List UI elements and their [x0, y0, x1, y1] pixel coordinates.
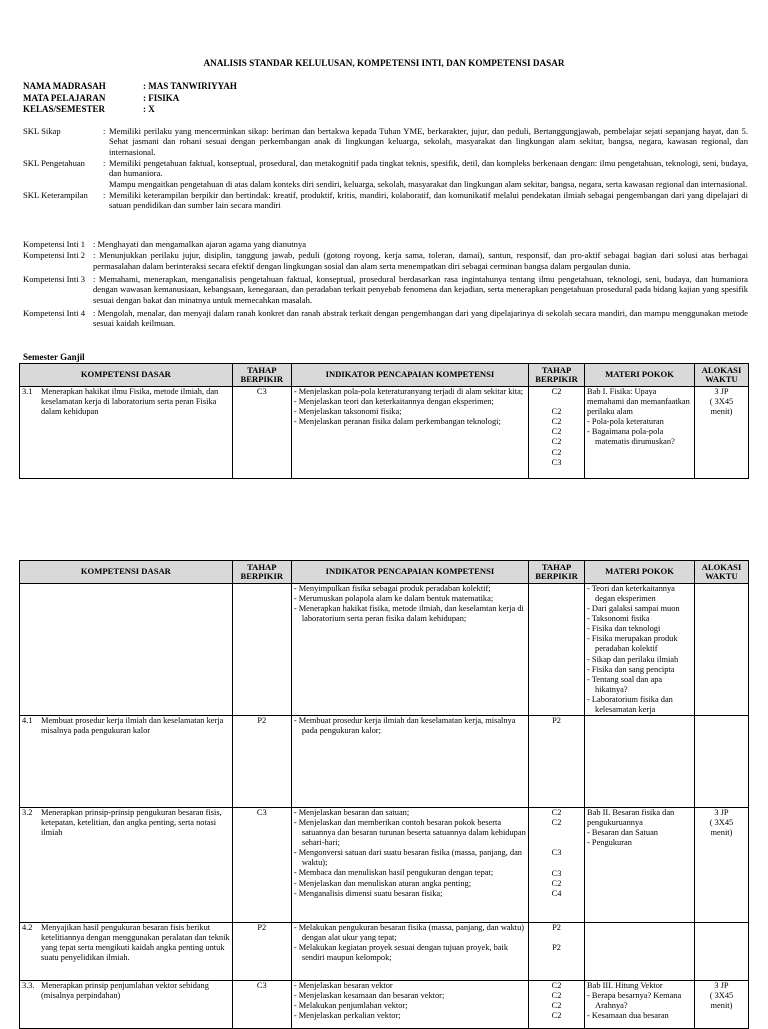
tahap-codes-cell	[529, 923, 585, 981]
materi-cell	[585, 387, 695, 479]
table-row	[20, 923, 749, 981]
indikator-list	[294, 923, 526, 963]
skl-line: Memiliki perilaku yang mencerminkan sikap: beriman dan bertakwa kepada Tuhan YME, berkarakter, jujur, dan peduli, Bertanggungjawab, pembelajar sejati sepanjang hayat, dan 5. Sehat jasmani dan rohani sesuai dengan perkembangan anak di lingkungan keluarga, sekolah, masyarakat dan lingkungan alam sekitar, bangsa, negara, kawasan regional, dan internasional.	[109, 126, 748, 157]
kd-cell	[20, 387, 233, 479]
materi-list	[587, 991, 692, 1021]
tahap-cell	[232, 584, 291, 716]
alokasi-cell	[694, 584, 748, 716]
ki-label: Kompetensi Inti 1	[23, 239, 86, 249]
materi-heading: Bab I. Fisika: Upaya memahami dan memanfaatkan perilaku alam	[587, 387, 690, 417]
materi-item: - Fisika dan sang pencipta	[587, 665, 692, 675]
materi-item: - Pengukuran	[587, 838, 692, 848]
tahap-code: C2	[551, 818, 562, 828]
indikator-item: - Membuat prosedur kerja ilmiah dan keselamatan kerja, misalnya pada pengukuran kalor;	[294, 716, 526, 736]
materi-item: - Dari galaksi sampai muon	[587, 604, 692, 614]
ki-label: Kompetensi Inti 4	[23, 307, 86, 318]
identity-row	[23, 104, 237, 116]
materi-cell	[585, 584, 695, 716]
kd-cell	[20, 584, 233, 716]
identity-value: : MAS TANWIRIYYAH	[143, 81, 237, 91]
tahap-code	[531, 933, 582, 943]
indikator-list	[294, 981, 526, 1021]
header-tahap-berpikir-2: TAHAP BERPIKIR	[529, 364, 585, 387]
header-tahap-berpikir: TAHAP BERPIKIR	[232, 364, 291, 387]
kd-number: 3.3.	[22, 981, 35, 991]
indikator-cell	[291, 808, 528, 923]
identity-label: MATA PELAJARAN	[23, 92, 106, 103]
ki-text: : Menunjukkan perilaku jujur, disiplin, tanggung jawab, peduli (gotong royong, kerja sama, toleran, damai), santun, responsif, dan pro-aktif sebagai bagian dari solusi atas berbagai permasalahan dalam berinteraksi secara efektif dengan lingkungan sosial dan alam serta menempatkan diri sebagai cerminan bangsa dalam pergaulan dunia.	[93, 250, 748, 271]
tahap-code: C2	[551, 427, 562, 437]
tahap-code	[531, 828, 582, 838]
kd-cell	[20, 808, 233, 923]
kd-text: Menerapkan prinsip penjumlahan vektor sebidang (misalnya perpindahan)	[41, 981, 209, 1001]
indikator-item: - Menjelaskan besaran vektor	[294, 981, 526, 991]
identity-label: KELAS/SEMESTER	[23, 104, 106, 114]
alokasi-line: 3 JP	[714, 387, 729, 396]
tahap-code: C4	[551, 888, 562, 898]
skl-line: Mampu mengaitkan pengetahuan di atas dalam konteks diri sendiri, keluarga, sekolah, masyarakat dan lingkungan alam sekitar, bangsa, negara, serta kawasan regional dan internasional.	[109, 178, 748, 189]
tahap-code: C2	[551, 437, 562, 447]
indikator-item: - Menjelaskan dan menuliskan aturan angka penting;	[294, 879, 526, 889]
tahap-code	[531, 838, 582, 848]
tahap-code: C2	[551, 387, 562, 396]
materi-item: - Tentang soal dan apa hikatnya?	[587, 675, 692, 695]
header-tahap-berpikir: TAHAP BERPIKIR	[232, 561, 291, 584]
skl-colon: :	[103, 126, 106, 136]
kd-text: Menerapkan hakikat ilmu Fisika, metode ilmiah, dan keselamatan kerja di laboratorium serta peran Fisika dalam kehidupan	[41, 387, 219, 417]
kompetensi-inti-block	[23, 239, 748, 330]
tahap-code: C2	[551, 1001, 562, 1011]
materi-item: - Laboratorium fisika dan kelesamatan kerja	[587, 695, 692, 715]
skl-label: SKL Sikap	[23, 126, 61, 136]
skl-text	[109, 158, 748, 189]
tahap-code: C2	[551, 407, 562, 417]
header-kompetensi-dasar: KOMPETENSI DASAR	[20, 561, 233, 584]
materi-cell	[585, 923, 695, 981]
kd-number: 3.1	[22, 387, 33, 396]
skl-row	[23, 190, 748, 211]
ki-row	[23, 239, 748, 249]
indikator-item: - Membaca dan menuliskan hasil pengukuran dengan tepat;	[294, 868, 526, 878]
indikator-cell	[291, 716, 528, 808]
indikator-item: - Menjelaskan pola-pola keteraturanyang terjadi di alam sekitar kita;	[294, 387, 526, 397]
header-tahap-berpikir-2: TAHAP BERPIKIR	[529, 561, 585, 584]
ki-row	[23, 274, 748, 305]
table-row	[20, 387, 749, 479]
indikator-cell	[291, 923, 528, 981]
indikator-item: - Menerapkan hakikat fisika, metode ilmiah, dan keselamtan kerja di laboratorium serta peran fisika dalam kehidupan;	[294, 604, 526, 624]
indikator-item: - Mengonversi satuan dari suatu besaran fisika (massa, panjang, dan waktu);	[294, 848, 526, 868]
alokasi-line: ( 3X45	[709, 818, 734, 828]
materi-cell	[585, 808, 695, 923]
materi-item: - Pola-pola keteraturan	[587, 417, 692, 427]
alokasi-line: menit)	[710, 407, 733, 417]
alokasi-cell	[694, 716, 748, 808]
materi-item: - Taksonomi fisika	[587, 614, 692, 624]
kd-number: 4.2	[22, 923, 33, 933]
indikator-list	[294, 716, 526, 736]
alokasi-line: ( 3X45	[709, 991, 734, 1001]
materi-list	[587, 828, 692, 848]
skl-row	[23, 126, 748, 157]
alokasi-line: ( 3X45	[709, 397, 734, 407]
alokasi-line: menit)	[710, 1001, 733, 1011]
kd-cell	[20, 716, 233, 808]
kd-cell	[20, 923, 233, 981]
skl-label: SKL Keterampilan	[23, 189, 88, 200]
header-indikator: INDIKATOR PENCAPAIAN KOMPETENSI	[291, 364, 528, 387]
tahap-code: C2	[551, 878, 562, 888]
skl-line: Memiliki keterampilan berpikir dan bertindak: kreatif, produktif, kritis, mandiri, kolaboratif, dan komunikatif melalui pendekatan ilmiah sebagai pengembangan dari yang dipelajari di satuan pendidikan dan sumber lain secara mandiri	[109, 189, 748, 211]
header-kompetensi-dasar: KOMPETENSI DASAR	[20, 364, 233, 387]
tahap-cell: C3	[232, 981, 291, 1029]
tahap-code: C3	[551, 457, 562, 467]
tahap-code: C3	[551, 848, 562, 858]
materi-cell	[585, 981, 695, 1029]
identity-label: NAMA MADRASAH	[23, 81, 106, 91]
indikator-item: - Menjelaskan perkalian vektor;	[294, 1011, 526, 1021]
skl-text	[109, 126, 748, 157]
table-row	[20, 981, 749, 1029]
tahap-code: P2	[552, 716, 561, 726]
kd-item	[22, 716, 230, 736]
indikator-item: - Menyimpulkan fisika sebagai produk peradaban kolektif;	[294, 584, 526, 594]
alokasi-cell	[694, 808, 748, 923]
header-materi-pokok: MATERI POKOK	[585, 364, 695, 387]
indikator-list	[294, 584, 526, 624]
materi-item: - Fisika dan teknologi	[587, 624, 692, 634]
kd-table-1	[19, 363, 749, 479]
tahap-codes-cell	[529, 387, 585, 479]
ki-row	[23, 250, 748, 271]
tahap-cell: C3	[232, 808, 291, 923]
materi-heading: Bab II. Besaran fisika dan pengukuruannya	[587, 808, 675, 828]
indikator-item: - Menganalisis dimensi suatu besaran fisika;	[294, 889, 526, 899]
semester-label: Semester Ganjil	[23, 352, 85, 362]
identity-block	[23, 81, 237, 116]
header-alokasi-waktu: ALOKASI WAKTU	[694, 561, 748, 584]
kd-item	[22, 387, 230, 417]
tahap-codes-cell	[529, 716, 585, 808]
tahap-cell: P2	[232, 716, 291, 808]
ki-text: : Memahami, menerapkan, menganalisis pengetahuan faktual, konseptual, prosedural berdasarkan rasa ingintahunya tentang ilmu pengetahuan, teknologi, seni, budaya, dan humaniora dengan wawasan kemanusiaan, kebangsaan, kenegaraan, dan peradaban terkait penyebab fenomena dan kejadian, serta menerapkan pengetahuan prosedural pada bidang kajian yang spesifik sesuai dengan bakat dan minatnya untuk memecahkan masalah.	[93, 273, 748, 305]
tahap-code: C2	[551, 981, 562, 991]
materi-item: - Fisika merupakan produk peradaban kolektif	[587, 634, 692, 654]
tahap-code: P2	[552, 943, 561, 953]
tahap-codes-cell	[529, 584, 585, 716]
ki-row	[23, 308, 748, 329]
indikator-list	[294, 387, 526, 427]
tahap-code	[531, 397, 582, 407]
skl-colon: :	[103, 157, 106, 168]
kd-text: Membuat prosedur kerja ilmiah dan keselamatan kerja misalnya pada pengukuran kalor	[41, 716, 224, 736]
alokasi-line: 3 JP	[714, 808, 729, 818]
kd-table-2	[19, 560, 749, 1029]
ki-label: Kompetensi Inti 2	[23, 250, 86, 261]
kd-item	[22, 981, 230, 1001]
materi-item: - Kesamaan dua besaran	[587, 1011, 692, 1021]
skl-block	[23, 126, 748, 212]
indikator-item: - Menjelaskan besaran dan satuan;	[294, 808, 526, 818]
table-row	[20, 584, 749, 716]
materi-heading: Bab III. Hitung Vektor	[587, 981, 663, 991]
table-row	[20, 716, 749, 808]
kd-number: 4.1	[22, 716, 33, 726]
skl-row	[23, 158, 748, 189]
indikator-cell	[291, 387, 528, 479]
tahap-code	[531, 858, 582, 868]
materi-list	[587, 417, 692, 447]
skl-text	[109, 190, 748, 211]
materi-item: - Besaran dan Satuan	[587, 828, 692, 838]
materi-list	[587, 584, 692, 715]
tahap-codes-cell	[529, 808, 585, 923]
indikator-cell	[291, 981, 528, 1029]
ki-text: : Mengolah, menalar, dan menyaji dalam ranah konkret dan ranah abstrak terkait dengan pengembangan dari yang dipelajarinya di sekolah secara mandiri, dan mampu menggunakan metode sesuai kaidah keilmuan.	[93, 307, 748, 329]
tahap-cell: C3	[232, 387, 291, 479]
skl-label: SKL Pengetahuan	[23, 157, 85, 168]
indikator-item: - Menjelaskan dan memberikan contoh besaran pokok beserta satuannya dan besaran turunan beserta satuannya dalam kehidupan sehari-hari;	[294, 818, 526, 848]
materi-item: - Berapa besarnya? Kemana Arahnya?	[587, 991, 692, 1011]
indikator-list	[294, 808, 526, 899]
identity-value: : FISIKA	[143, 92, 180, 103]
identity-row	[23, 81, 237, 93]
kd-text: Menerapkan prinsip-prinsip pengukuran besaran fisis, ketepatan, ketelitian, dan angka penting, serta notasi ilmiah	[41, 808, 222, 838]
indikator-item: - Melakukan penjumlahan vektor;	[294, 1001, 526, 1011]
kd-cell	[20, 981, 233, 1029]
materi-item: - Teori dan keterkaitannya degan eksperimen	[587, 584, 692, 604]
kd-text: Menyajikan hasil pengukuran besaran fisis berikut ketelitiannya dengan menggunakan peralatan dan teknik yang tepat serta mengikuti kaidah angka penting untuk suatu penyelidikan ilmiah.	[41, 923, 230, 963]
skl-line: Memiliki pengetahuan faktual, konseptual, prosedural, dan metakognitif pada tingkat teknis, spesifik, detil, dan kompleks berkenaan dengan: ilmu pengetahuan, teknologi, seni, budaya, dan humaniora.	[109, 157, 748, 179]
kd-number: 3.2	[22, 808, 33, 818]
alokasi-cell	[694, 981, 748, 1029]
document-title: ANALISIS STANDAR KELULUSAN, KOMPETENSI INTI, DAN KOMPETENSI DASAR	[203, 58, 565, 68]
indikator-item: - Menjelaskan kesamaan dan besaran vektor;	[294, 991, 526, 1001]
indikator-item: - Menjelaskan taksonomi fisika;	[294, 407, 526, 417]
table-row	[20, 808, 749, 923]
indikator-item: - Menjelaskan peranan fisika dalam perkembangan teknologi;	[294, 417, 526, 427]
ki-label: Kompetensi Inti 3	[23, 273, 86, 284]
tahap-codes-cell	[529, 981, 585, 1029]
indikator-item: - Melakukan kegiatan proyek sesuai dengan tujuan proyek, baik sendiri maupun kelompok;	[294, 943, 526, 963]
indikator-cell	[291, 584, 528, 716]
kd-item	[22, 808, 230, 838]
alokasi-line: menit)	[710, 828, 733, 838]
tahap-code: P2	[552, 923, 561, 933]
materi-item: - Bagaimana pola-pola matematis dirumuskan?	[587, 427, 692, 447]
tahap-code: C3	[551, 868, 562, 878]
tahap-code: C2	[551, 417, 562, 427]
tahap-code: C2	[551, 991, 562, 1001]
materi-cell	[585, 716, 695, 808]
tahap-cell: P2	[232, 923, 291, 981]
indikator-item: - Merumuskan polapola alam ke dalam bentuk matematika;	[294, 594, 526, 604]
materi-item: - Sikap dan perilaku ilmiah	[587, 655, 692, 665]
header-alokasi-waktu: ALOKASI WAKTU	[694, 364, 748, 387]
indikator-item: - Menjelaskan teori dan keterkaitannya dengan eksperimen;	[294, 397, 526, 407]
kd-item	[22, 923, 230, 963]
ki-text: : Menghayati dan mengamalkan ajaran agama yang dianutnya	[93, 239, 307, 249]
alokasi-cell	[694, 923, 748, 981]
tahap-code: C2	[551, 1011, 562, 1021]
tahap-code: C2	[551, 447, 562, 457]
identity-row	[23, 93, 237, 105]
indikator-item: - Melakukan pengukuran besaran fisika (massa, panjang, dan waktu) dengan alat ukur yang tepat;	[294, 923, 526, 943]
header-materi-pokok: MATERI POKOK	[585, 561, 695, 584]
alokasi-cell	[694, 387, 748, 479]
header-indikator: INDIKATOR PENCAPAIAN KOMPETENSI	[291, 561, 528, 584]
identity-value: : X	[143, 104, 155, 114]
skl-colon: :	[103, 189, 106, 200]
tahap-code: C2	[551, 808, 562, 818]
alokasi-line: 3 JP	[714, 981, 729, 991]
